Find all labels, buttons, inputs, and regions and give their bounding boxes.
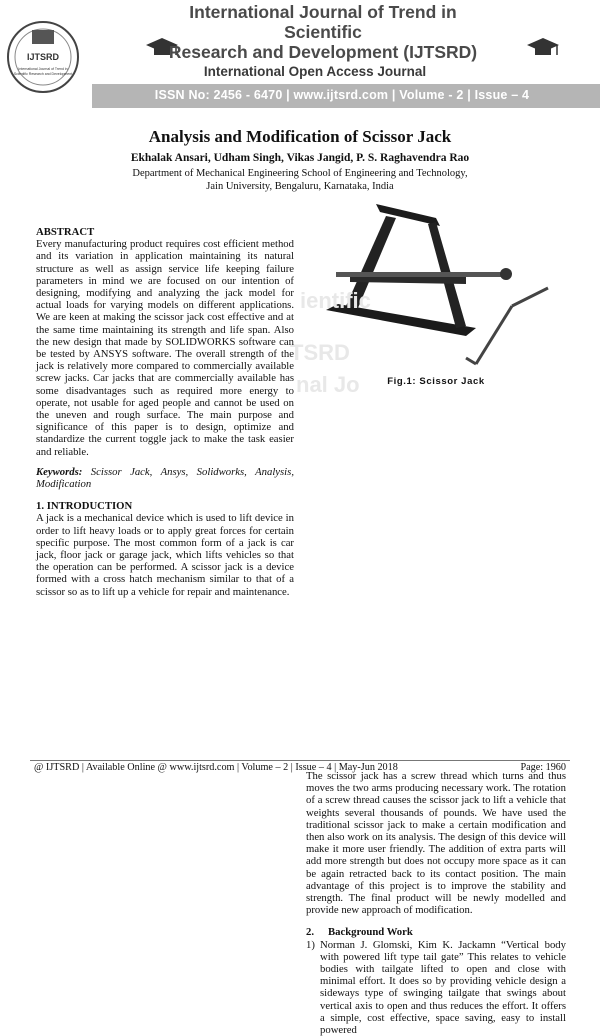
page-number: Page: 1960 [520,762,566,773]
footer-left: @ IJTSRD | Available Online @ www.ijtsrd.com | Volume – 2 | Issue – 4 | May-Jun 2018 [34,762,398,773]
watermark-text: TSRD [290,340,350,365]
figure-caption: Fig.1: Scissor Jack [387,376,485,387]
watermark-text: ientific [300,288,371,313]
journal-header [0,0,600,108]
svg-text:International Journal of Trend: International Journal of Trend in [18,67,68,71]
section-title: Background Work [328,926,413,939]
intro-heading: 1. INTRODUCTION [36,500,133,513]
reference-item [306,939,566,1036]
journal-title [148,2,498,62]
background-work-heading [306,926,566,938]
keywords [36,466,294,490]
ijtsrd-logo [6,20,80,94]
svg-text:Scientific Research and Develo: Scientific Research and Development [13,72,73,76]
right-para1: The scissor jack has a screw thread which turns and thus moves the two arms producing necessary work. The rotation of a screw thread causes the scissor jack to lift a vehicle that weights several thousands of pounds. We have used the traditional scissor jack to make a certain modification and then also work on its analysis. The design of this device will make it more user friendly. The addition of extra parts will add more strength but does not occupy more space as it can be again retracted back to its contact position. The main advantage of this project is to improve the stability and strength. The final product will be newly modelled and provide new approach of modification. [306,769,566,917]
paper-title: Analysis and Modification of Scissor Jack [148,127,452,146]
reference-number: 1) [306,938,315,951]
issn-line: ISSN No: 2456 - 6470 | www.ijtsrd.com | Volume - 2 | Issue – 4 [154,88,530,102]
watermark-text: nal Jo [296,372,360,397]
paper-authors: Ekhalak Ansari, Udham Singh, Vikas Jangid, P. S. Raghavendra Rao [130,152,470,164]
svg-text:IJTSRD: IJTSRD [26,52,60,62]
right-column [306,770,566,1036]
graduation-cap-icon [525,36,561,58]
footer-divider [30,760,570,761]
reference-text: Norman J. Glomski, Kim K. Jackamn “Vertical body with powered lift type tail gate” This relates to vehicle bodies with tailgate lifted to open and close with minimal effort. It does so by providing vehicle design a sideways type of swinging tailgate that swings about vertical axis to open and thus reduces the effort. It offers a simple, cost effective, space saving, easy to install powered [320,938,566,1036]
journal-subtitle: International Open Access Journal [203,64,427,79]
left-column [36,226,294,598]
scissor-jack-figure [316,186,556,370]
abstract-heading: ABSTRACT [36,226,95,238]
journal-title-line1: International Journal of Trend in Scientific [189,2,457,42]
keywords-label: Keywords: [36,465,83,478]
journal-title-line2: Research and Development (IJTSRD) [168,42,478,62]
abstract-body: Every manufacturing product requires cost efficient method and its variation in application maintaining its natural structure as well as assign service life keeping failure parameters in mind we are focused on our intention of designing, modifying and analyzing the jack model for actual loads for varying models on different applications. We are keen at making the scissor jack cost effective and at the same time maintaining its strength and life span. Also the new design that made by SOLIDWORKS software can be tested by ANSYS software. The overall strength of the jack is relatively more compared to commercially available screw jacks. Car jacks that are commercially available has some disadvantages such as required more energy to operate, not usable for aged people and cannot be used on the uneven and rough surface. The main purpose and significance of this paper is to design, optimize and standardize the current toggle jack to make the task easier and reliable. [36,238,294,458]
keywords-text: Scissor Jack, Ansys, Solidworks, Analysis, Modification [36,465,294,491]
affiliation-line2: Jain University, Bengaluru, Karnataka, India [206,181,394,192]
intro-body: A jack is a mechanical device which is used to lift device in order to lift heavy loads or to apply great forces for certain specific purpose. The most common form of a jack is car jack, floor jack or garage jack, which lifts vehicles so that the operation can be performed. A scissor jack is a device formed with a cross hatch mechanism similar to that of a scissor so as to lift up a vehicle for repair and maintenance. [36,512,294,598]
affiliation-line1: Department of Mechanical Engineering School of Engineering and Technology, [132,168,468,179]
section-number: 2. [306,926,315,939]
